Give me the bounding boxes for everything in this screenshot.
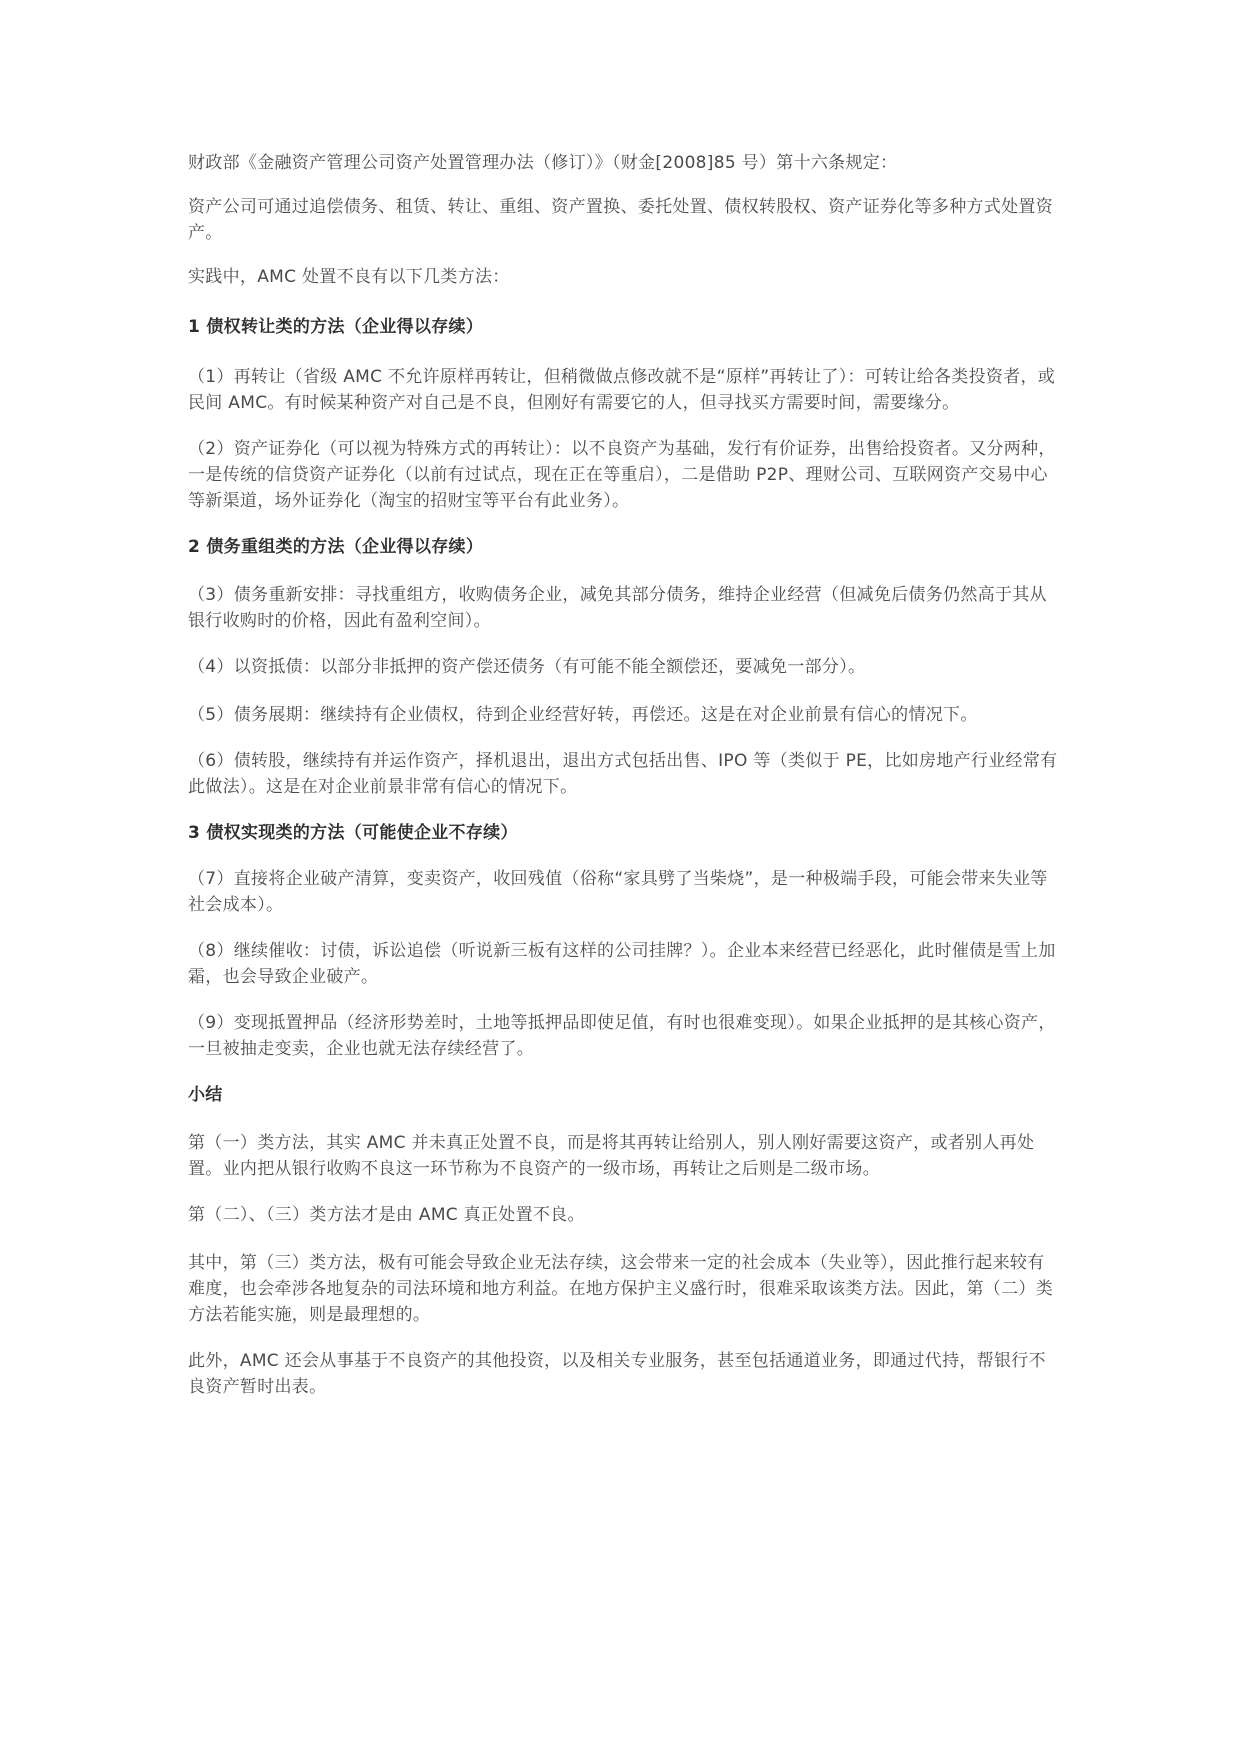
method-item-4: （4）以资抵债：以部分非抵押的资产偿还债务（有可能不能全额偿还，要减免一部分）。 [188,657,866,677]
summary-paragraph-2: 第（二）、（三）类方法才是由 AMC 真正处置不良。 [188,1205,585,1225]
method-item-6: （6）债转股，继续持有并运作资产，择机退出，退出方式包括出售、IPO 等（类似于 PE，比如房地产行业经常有此做法）。这是在对企业前景非常有信心的情况下。 [188,751,1058,797]
method-item-5: （5）债务展期：继续持有企业债权，待到企业经营好转，再偿还。这是在对企业前景有信心的情况下。 [188,705,978,725]
summary-heading: 小结 [188,1085,223,1105]
intro-disposal-methods: 资产公司可通过追偿债务、租赁、转让、重组、资产置换、委托处置、债权转股权、资产证券化等多种方式处置资产。 [188,197,1053,243]
section-heading-2: 2 债务重组类的方法（企业得以存续） [188,537,484,557]
method-item-8: （8）继续催收：讨债，诉讼追偿（听说新三板有这样的公司挂牌？）。企业本来经营已经恶化，此时催债是雪上加霜，也会导致企业破产。 [188,941,1056,987]
summary-paragraph-4: 此外，AMC 还会从事基于不良资产的其他投资，以及相关专业服务，甚至包括通道业务，即通过代持，帮银行不良资产暂时出表。 [188,1351,1046,1397]
summary-paragraph-3: 其中，第（三）类方法，极有可能会导致企业无法存续，这会带来一定的社会成本（失业等），因此推行起来较有难度，也会牵涉各地复杂的司法环境和地方利益。在地方保护主义盛行时，很难采取该类方法。因此，第（二）类方法若能实施，则是最理想的。 [188,1253,1053,1325]
section-heading-3: 3 债权实现类的方法（可能使企业不存续） [188,823,518,843]
method-item-7: （7）直接将企业破产清算，变卖资产，收回残值（俗称“家具劈了当柴烧”，是一种极端手段，可能会带来失业等社会成本）。 [188,869,1048,915]
method-item-9: （9）变现抵置押品（经济形势差时，土地等抵押品即使足值，有时也很难变现）。如果企业抵押的是其核心资产，一旦被抽走变卖，企业也就无法存续经营了。 [188,1013,1056,1059]
method-item-3: （3）债务重新安排：寻找重组方，收购债务企业，减免其部分债务，维持企业经营（但减免后债务仍然高于其从银行收购时的价格，因此有盈利空间）。 [188,585,1047,631]
section-heading-1: 1 债权转让类的方法（企业得以存续） [188,317,484,337]
summary-paragraph-1: 第（一）类方法，其实 AMC 并未真正处置不良，而是将其再转让给别人，别人刚好需要这资产，或者别人再处置。业内把从银行收购不良这一环节称为不良资产的一级市场，再转让之后则是二级市场。 [188,1133,1035,1179]
intro-practice: 实践中，AMC 处置不良有以下几类方法： [188,267,510,287]
method-item-1: （1）再转让（省级 AMC 不允许原样再转让，但稍微做点修改就不是“原样”再转让了）：可转让给各类投资者，或民间 AMC。有时候某种资产对自己是不良，但刚好有需要它的人，但寻找买方需要时间，需要缘分。 [188,367,1056,413]
intro-regulation-citation: 财政部《金融资产管理公司资产处置管理办法（修订）》（财金[2008]85 号）第十六条规定： [188,153,898,173]
document-body [188,150,1058,1400]
method-item-2: （2）资产证券化（可以视为特殊方式的再转让）：以不良资产为基础，发行有价证券，出售给投资者。又分两种，一是传统的信贷资产证券化（以前有过试点，现在正在等重启），二是借助 P2P、理财公司、互联网资产交易中心等新渠道，场外证券化（淘宝的招财宝等平台有此业务）。 [188,439,1056,511]
